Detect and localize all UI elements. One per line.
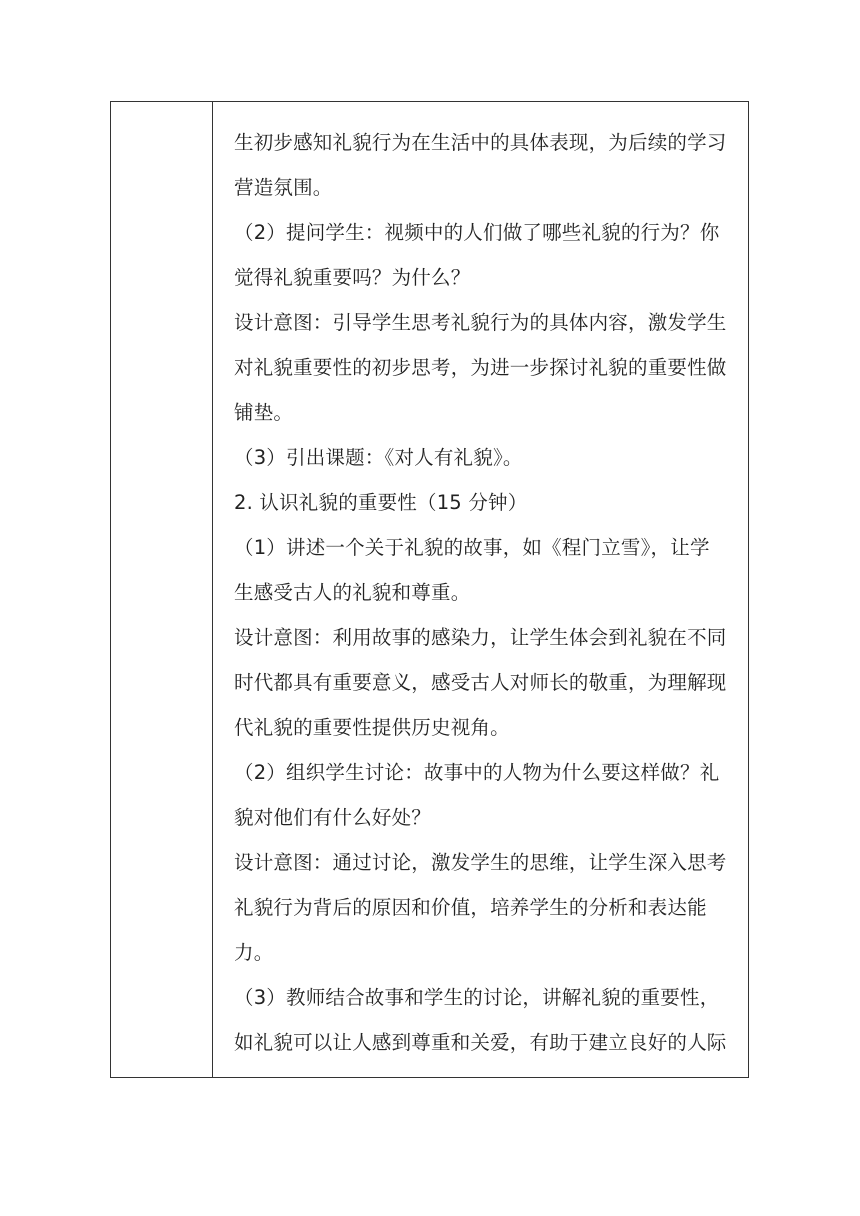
text-line: 设计意图：利用故事的感染力，让学生体会到礼貌在不同 [234, 626, 727, 649]
text-line: 代礼貌的重要性提供历史视角。 [234, 716, 510, 739]
text-line: 生初步感知礼貌行为在生活中的具体表现，为后续的学习 [234, 131, 727, 154]
table-left-column [111, 102, 213, 1077]
text-line: （1）讲述一个关于礼貌的故事，如《程门立雪》，让学 [234, 536, 710, 559]
text-line: 貌对他们有什么好处？ [234, 806, 432, 829]
text-line: 觉得礼貌重要吗？为什么？ [234, 266, 471, 289]
text-line: （2）组织学生讨论：故事中的人物为什么要这样做？礼 [234, 761, 720, 784]
table-content-cell [234, 102, 734, 1065]
text-line: 设计意图：引导学生思考礼貌行为的具体内容，激发学生 [234, 311, 727, 334]
text-line: 营造氛围。 [234, 176, 333, 199]
text-line: 设计意图：通过讨论，激发学生的思维，让学生深入思考 [234, 851, 727, 874]
text-line: （3）教师结合故事和学生的讨论，讲解礼貌的重要性， [234, 986, 720, 1009]
section-heading: 2. 认识礼貌的重要性（15 分钟） [234, 491, 528, 514]
text-line: （2）提问学生：视频中的人们做了哪些礼貌的行为？你 [234, 221, 720, 244]
text-line: 力。 [234, 941, 274, 964]
text-line: （3）引出课题：《对人有礼貌》。 [234, 446, 523, 469]
text-line: 生感受古人的礼貌和尊重。 [234, 581, 471, 604]
text-line: 铺垫。 [234, 401, 294, 424]
text-line: 如礼貌可以让人感到尊重和关爱，有助于建立良好的人际 [234, 1031, 727, 1054]
text-line: 时代都具有重要意义，感受古人对师长的敬重，为理解现 [234, 671, 727, 694]
lesson-table [110, 101, 749, 1078]
text-line: 对礼貌重要性的初步思考，为进一步探讨礼貌的重要性做 [234, 356, 727, 379]
text-line: 礼貌行为背后的原因和价值，培养学生的分析和表达能 [234, 896, 707, 919]
